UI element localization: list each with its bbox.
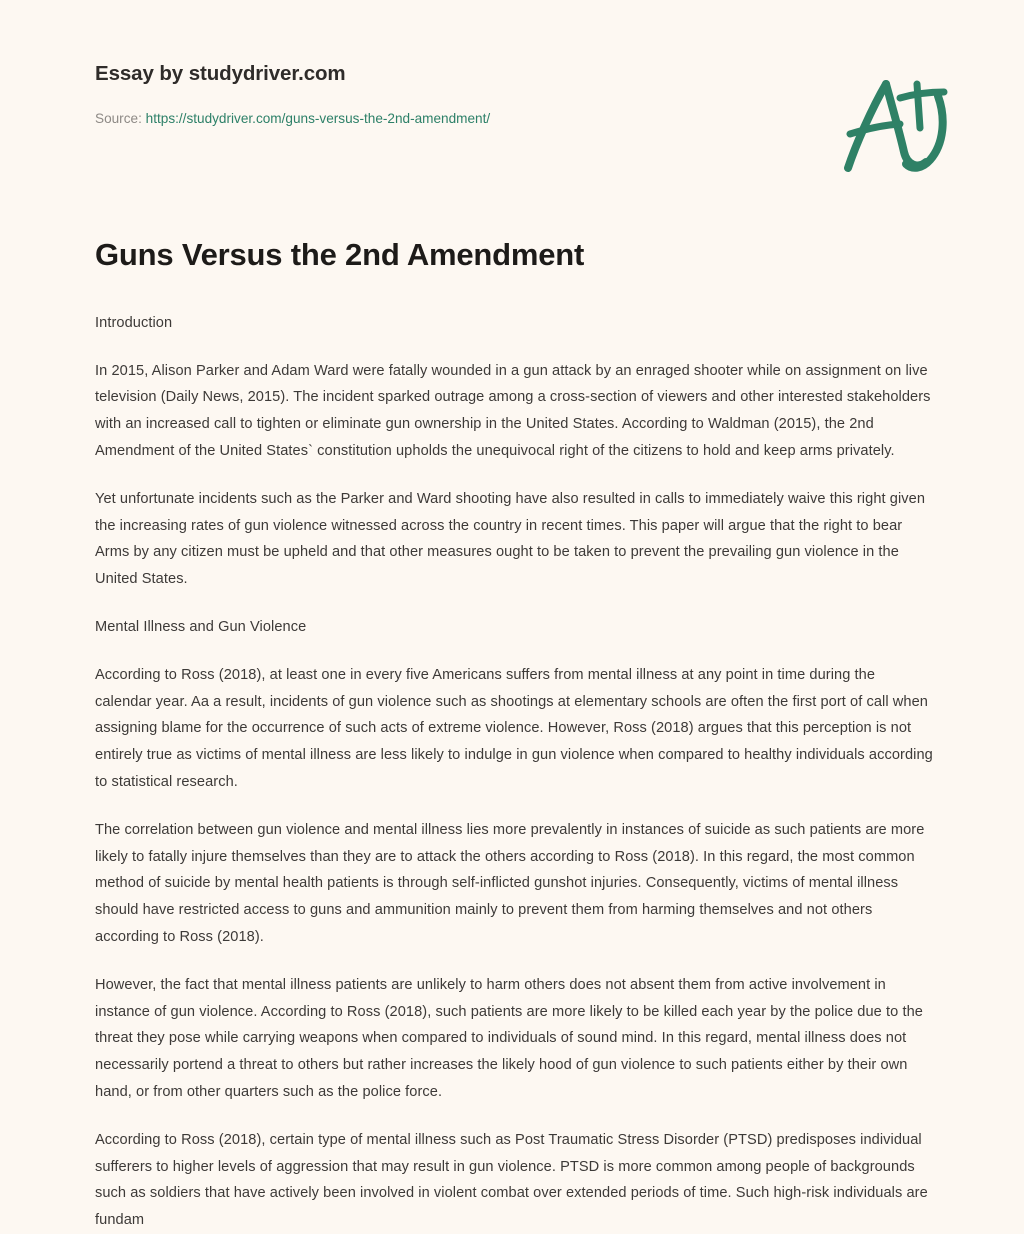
section-heading: Mental Illness and Gun Violence bbox=[95, 618, 307, 635]
section-heading: Introduction bbox=[95, 314, 173, 331]
essay-body bbox=[95, 310, 933, 1234]
brand-title: Essay by studydriver.com bbox=[95, 62, 346, 85]
a-plus-logo bbox=[834, 72, 954, 177]
body-paragraph: In 2015, Alison Parker and Adam Ward were fatally wounded in a gun attack by an enraged shooter while on assignment on live television (Daily News, 2015). The incident sparked outrage among a cross-section of viewers and other interested stakeholders with an increased call to tighten or eliminate gun ownership in the United States. According to Waldman (2015), the 2nd Amendment of the United States` constitution upholds the unequivocal right of the citizens to hold and keep arms privately. bbox=[95, 362, 931, 459]
source-line bbox=[95, 110, 960, 128]
source-label: Source: bbox=[95, 110, 142, 126]
document-content bbox=[95, 236, 933, 1234]
body-paragraph: According to Ross (2018), at least one in every five Americans suffers from mental illness at any point in time during the calendar year. Aa a result, incidents of gun violence such as shootings at elementary schools are often the first port of call when assigning blame for the occurrence of such acts of extreme violence. However, Ross (2018) argues that this perception is not entirely true as victims of mental illness are less likely to indulge in gun violence when compared to healthy individuals according to statistical research. bbox=[95, 666, 933, 790]
body-paragraph: However, the fact that mental illness patients are unlikely to harm others does not absent them from active involvement in instance of gun violence. According to Ross (2018), such patients are more likely to be killed each year by the police due to the threat they pose while carrying weapons when compared to individuals of sound mind. In this regard, mental illness does not necessarily portend a threat to others but rather increases the likely hood of gun violence to such patients either by their own hand, or from other quarters such as the police force. bbox=[95, 976, 923, 1100]
body-paragraph: According to Ross (2018), certain type of mental illness such as Post Traumatic Stress Disorder (PTSD) predisposes individual sufferers to higher levels of aggression that may result in gun violence. PTSD is more common among people of backgrounds such as soldiers that have actively been involved in violent combat over extended periods of time. Such high-risk individuals are fundam bbox=[95, 1131, 928, 1229]
a-plus-logo-icon bbox=[834, 72, 954, 177]
header-left bbox=[95, 62, 960, 128]
body-paragraph: Yet unfortunate incidents such as the Parker and Ward shooting have also resulted in calls to immediately waive this right given the increasing rates of gun violence witnessed across the country in recent times. This paper will argue that the right to bear Arms by any citizen must be upheld and that other measures ought to be taken to prevent the prevailing gun violence in the United States. bbox=[95, 490, 926, 588]
source-url-link[interactable]: https://studydriver.com/guns-versus-the-2nd-amendment/ bbox=[145, 110, 491, 126]
page-title: Guns Versus the 2nd Amendment bbox=[95, 237, 585, 272]
body-paragraph: The correlation between gun violence and mental illness lies more prevalently in instances of suicide as such patients are more likely to fatally injure themselves than they are to attack the others according to Ross (2018). In this regard, the most common method of suicide by mental health patients is through self-inflicted gunshot injuries. Consequently, victims of mental illness should have restricted access to guns and ammunition mainly to prevent them from harming themselves and not others according to Ross (2018). bbox=[95, 821, 925, 945]
